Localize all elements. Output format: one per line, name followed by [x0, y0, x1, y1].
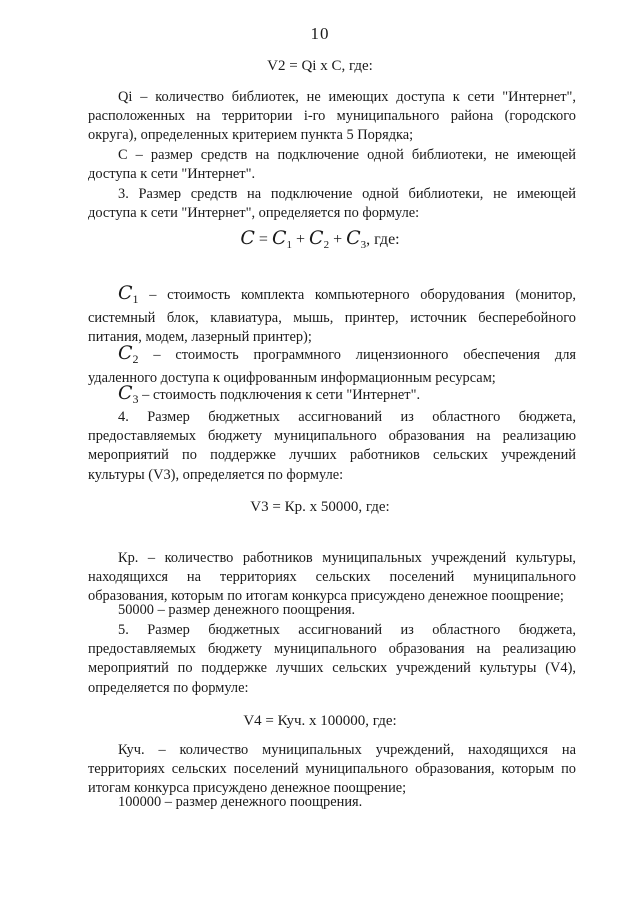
paragraph-c3-definition	[88, 384, 576, 409]
formula-c-equals: =	[258, 231, 268, 248]
paragraph-item-3: 3. Размер средств на подключение одной библиотеки, не имеющей доступа к сети "Интернет", определяется по формуле:	[88, 186, 576, 222]
formula-c-term3: C	[346, 227, 361, 249]
formula-c-term1-sub: 1	[286, 239, 292, 252]
c2-text: – стоимость программного лицензионного обеспечения для удаленного доступа к оцифрованным информационным ресурсам;	[88, 347, 576, 387]
c1-text: – стоимость комплекта компьютерного оборудования (монитор, системный блок, клавиатура, мышь, принтер, источник бесперебойного питания, модем, лазерный принтер);	[88, 287, 576, 346]
formula-v2: V2 = Qi х С, где:	[267, 58, 373, 74]
formula-v3: V3 = Кр. х 50000, где:	[250, 499, 390, 515]
paragraph-50000-definition: 50000 – размер денежного поощрения.	[118, 602, 356, 618]
c1-symbol: C	[118, 282, 133, 304]
formula-c-plus2: +	[333, 231, 343, 248]
paragraph-c1-definition	[88, 284, 576, 347]
paragraph-100000-definition: 100000 – размер денежного поощрения.	[118, 794, 363, 810]
formula-c-term3-sub: 3	[360, 239, 367, 252]
page-number: 10	[310, 24, 330, 43]
formula-c-lhs: C	[240, 227, 255, 249]
paragraph-c-definition: С – размер средств на подключение одной библиотеки, не имеющей доступа к сети "Интернет".	[88, 147, 576, 183]
c3-text: – стоимость подключения к сети "Интернет".	[138, 387, 421, 403]
formula-c-term2-sub: 2	[323, 239, 330, 252]
formula-c-term1: C	[271, 227, 287, 249]
formula-c-tail: , где:	[366, 231, 400, 248]
c2-symbol: C	[118, 342, 133, 364]
c1-subscript: 1	[132, 291, 139, 306]
paragraph-kr-definition: Кр. – количество работников муниципальных учреждений культуры, находящихся на территориях сельских поселений муниципального образования, которым по итогам конкурса присуждено денежное поощрение;	[88, 550, 576, 605]
formula-v4: V4 = Куч. х 100000, где:	[243, 713, 397, 729]
c2-subscript: 2	[132, 351, 139, 366]
formula-c-sum	[0, 227, 640, 251]
formula-c-term2: C	[309, 227, 324, 249]
formula-c-plus1: +	[296, 231, 306, 248]
paragraph-item-4: 4. Размер бюджетных ассигнований из областного бюджета, предоставляемых бюджету муниципального образования на реализацию мероприятий по поддержке лучших работников сельских учреждений культуры (V3), определяется по формуле:	[88, 409, 576, 483]
paragraph-kuch-definition: Куч. – количество муниципальных учреждений, находящихся на территориях сельских поселений муниципального образования, которым по итогам конкурса присуждено денежное поощрение;	[88, 742, 576, 797]
paragraph-qi-definition: Qi – количество библиотек, не имеющих доступа к сети "Интернет", расположенных на территории i-го муниципального района (городского округа), определенных критерием пункта 5 Порядка;	[88, 89, 576, 144]
paragraph-item-5: 5. Размер бюджетных ассигнований из областного бюджета, предоставляемых бюджету муниципального образования на реализацию мероприятий по поддержке лучших сельских учреждений культуры (V4), определяется по формуле:	[88, 622, 576, 696]
c3-symbol: C	[118, 382, 133, 404]
paragraph-c2-definition	[88, 344, 576, 388]
c3-subscript: 3	[132, 391, 139, 406]
